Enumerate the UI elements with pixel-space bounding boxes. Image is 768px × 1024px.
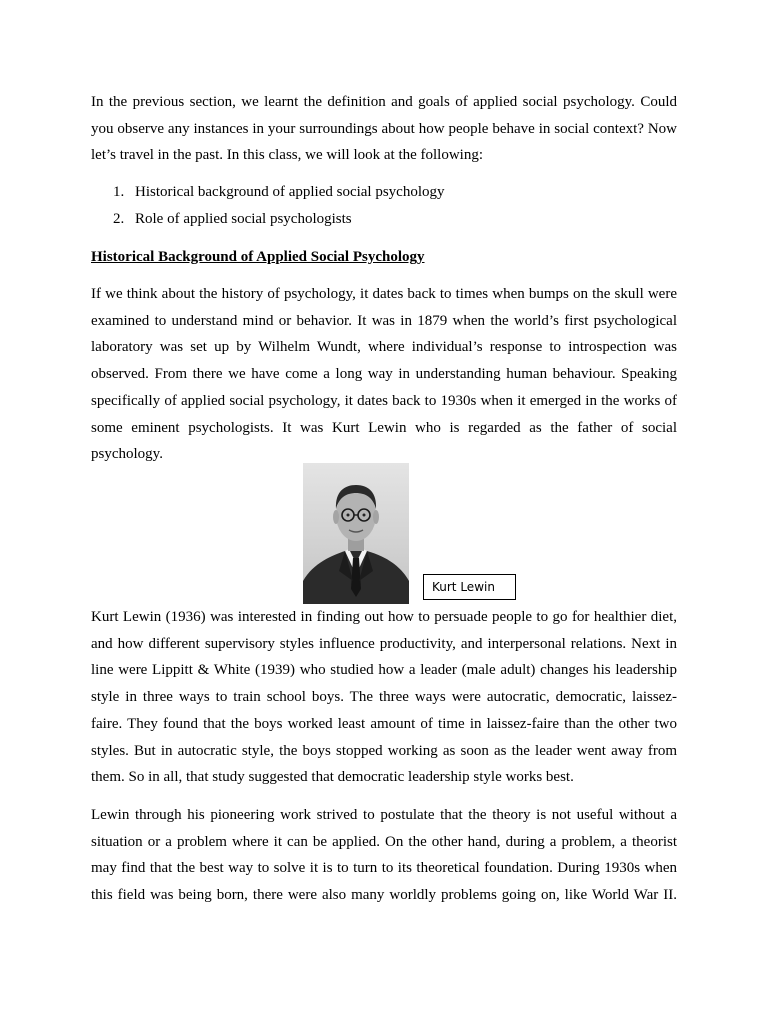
lewin-paragraph: Lewin through his pioneering work strived to postulate that the theory is not useful without a situation or a problem where it can be applied. On the other hand, during a problem, a theorist may find that the best way to solve it is to turn to its theoretical foundation. During 1930s when this field was being born, there were also many worldly problems going on, like World War II. (91, 807, 677, 904)
list-item (113, 179, 445, 206)
research-paragraph: Kurt Lewin (1936) was interested in finding out how to persuade people to go for healthier diet, and how different supervisory styles influence productivity, and interpersonal relations. Next in line were Lippitt & White (1939) who studied how a leader (male adult) changes his leadership style in three ways to train school boys. The three ways were autocratic, democratic, laissez-faire. They found that the boys worked least amount of time in laissez-faire than the other two styles. But in autocratic style, the boys stopped working as soon as the leader went away from them. So in all, that study suggested that democratic leadership style works best. (91, 609, 677, 786)
list-text: Role of applied social psychologists (135, 211, 352, 227)
section-heading: Historical Background of Applied Social Psychology (91, 249, 425, 265)
figure-caption: Kurt Lewin (423, 574, 516, 600)
intro-paragraph: In the previous section, we learnt the definition and goals of applied social psychology. Could you observe any instances in your surroundings about how people behave in social context? Now let’s travel in the past. In this class, we will look at the following: (91, 94, 677, 164)
list-number: 1. (113, 184, 125, 200)
kurt-lewin-photo (303, 463, 409, 604)
list-text: Historical background of applied social psychology (135, 184, 445, 200)
list-number: 2. (113, 211, 125, 227)
history-paragraph: If we think about the history of psychology, it dates back to times when bumps on the skull were examined to understand mind or behavior. It was in 1879 when the world’s first psychological laboratory was set up by Wilhelm Wundt, where individual’s response to introspection was observed. From there we have come a long way in understanding human behaviour. Speaking specifically of applied social psychology, it dates back to 1930s when it emerged in the works of some eminent psychologists. It was Kurt Lewin who is regarded as the father of social psychology. (91, 286, 677, 463)
list-item (113, 206, 445, 233)
topics-list (113, 179, 445, 233)
